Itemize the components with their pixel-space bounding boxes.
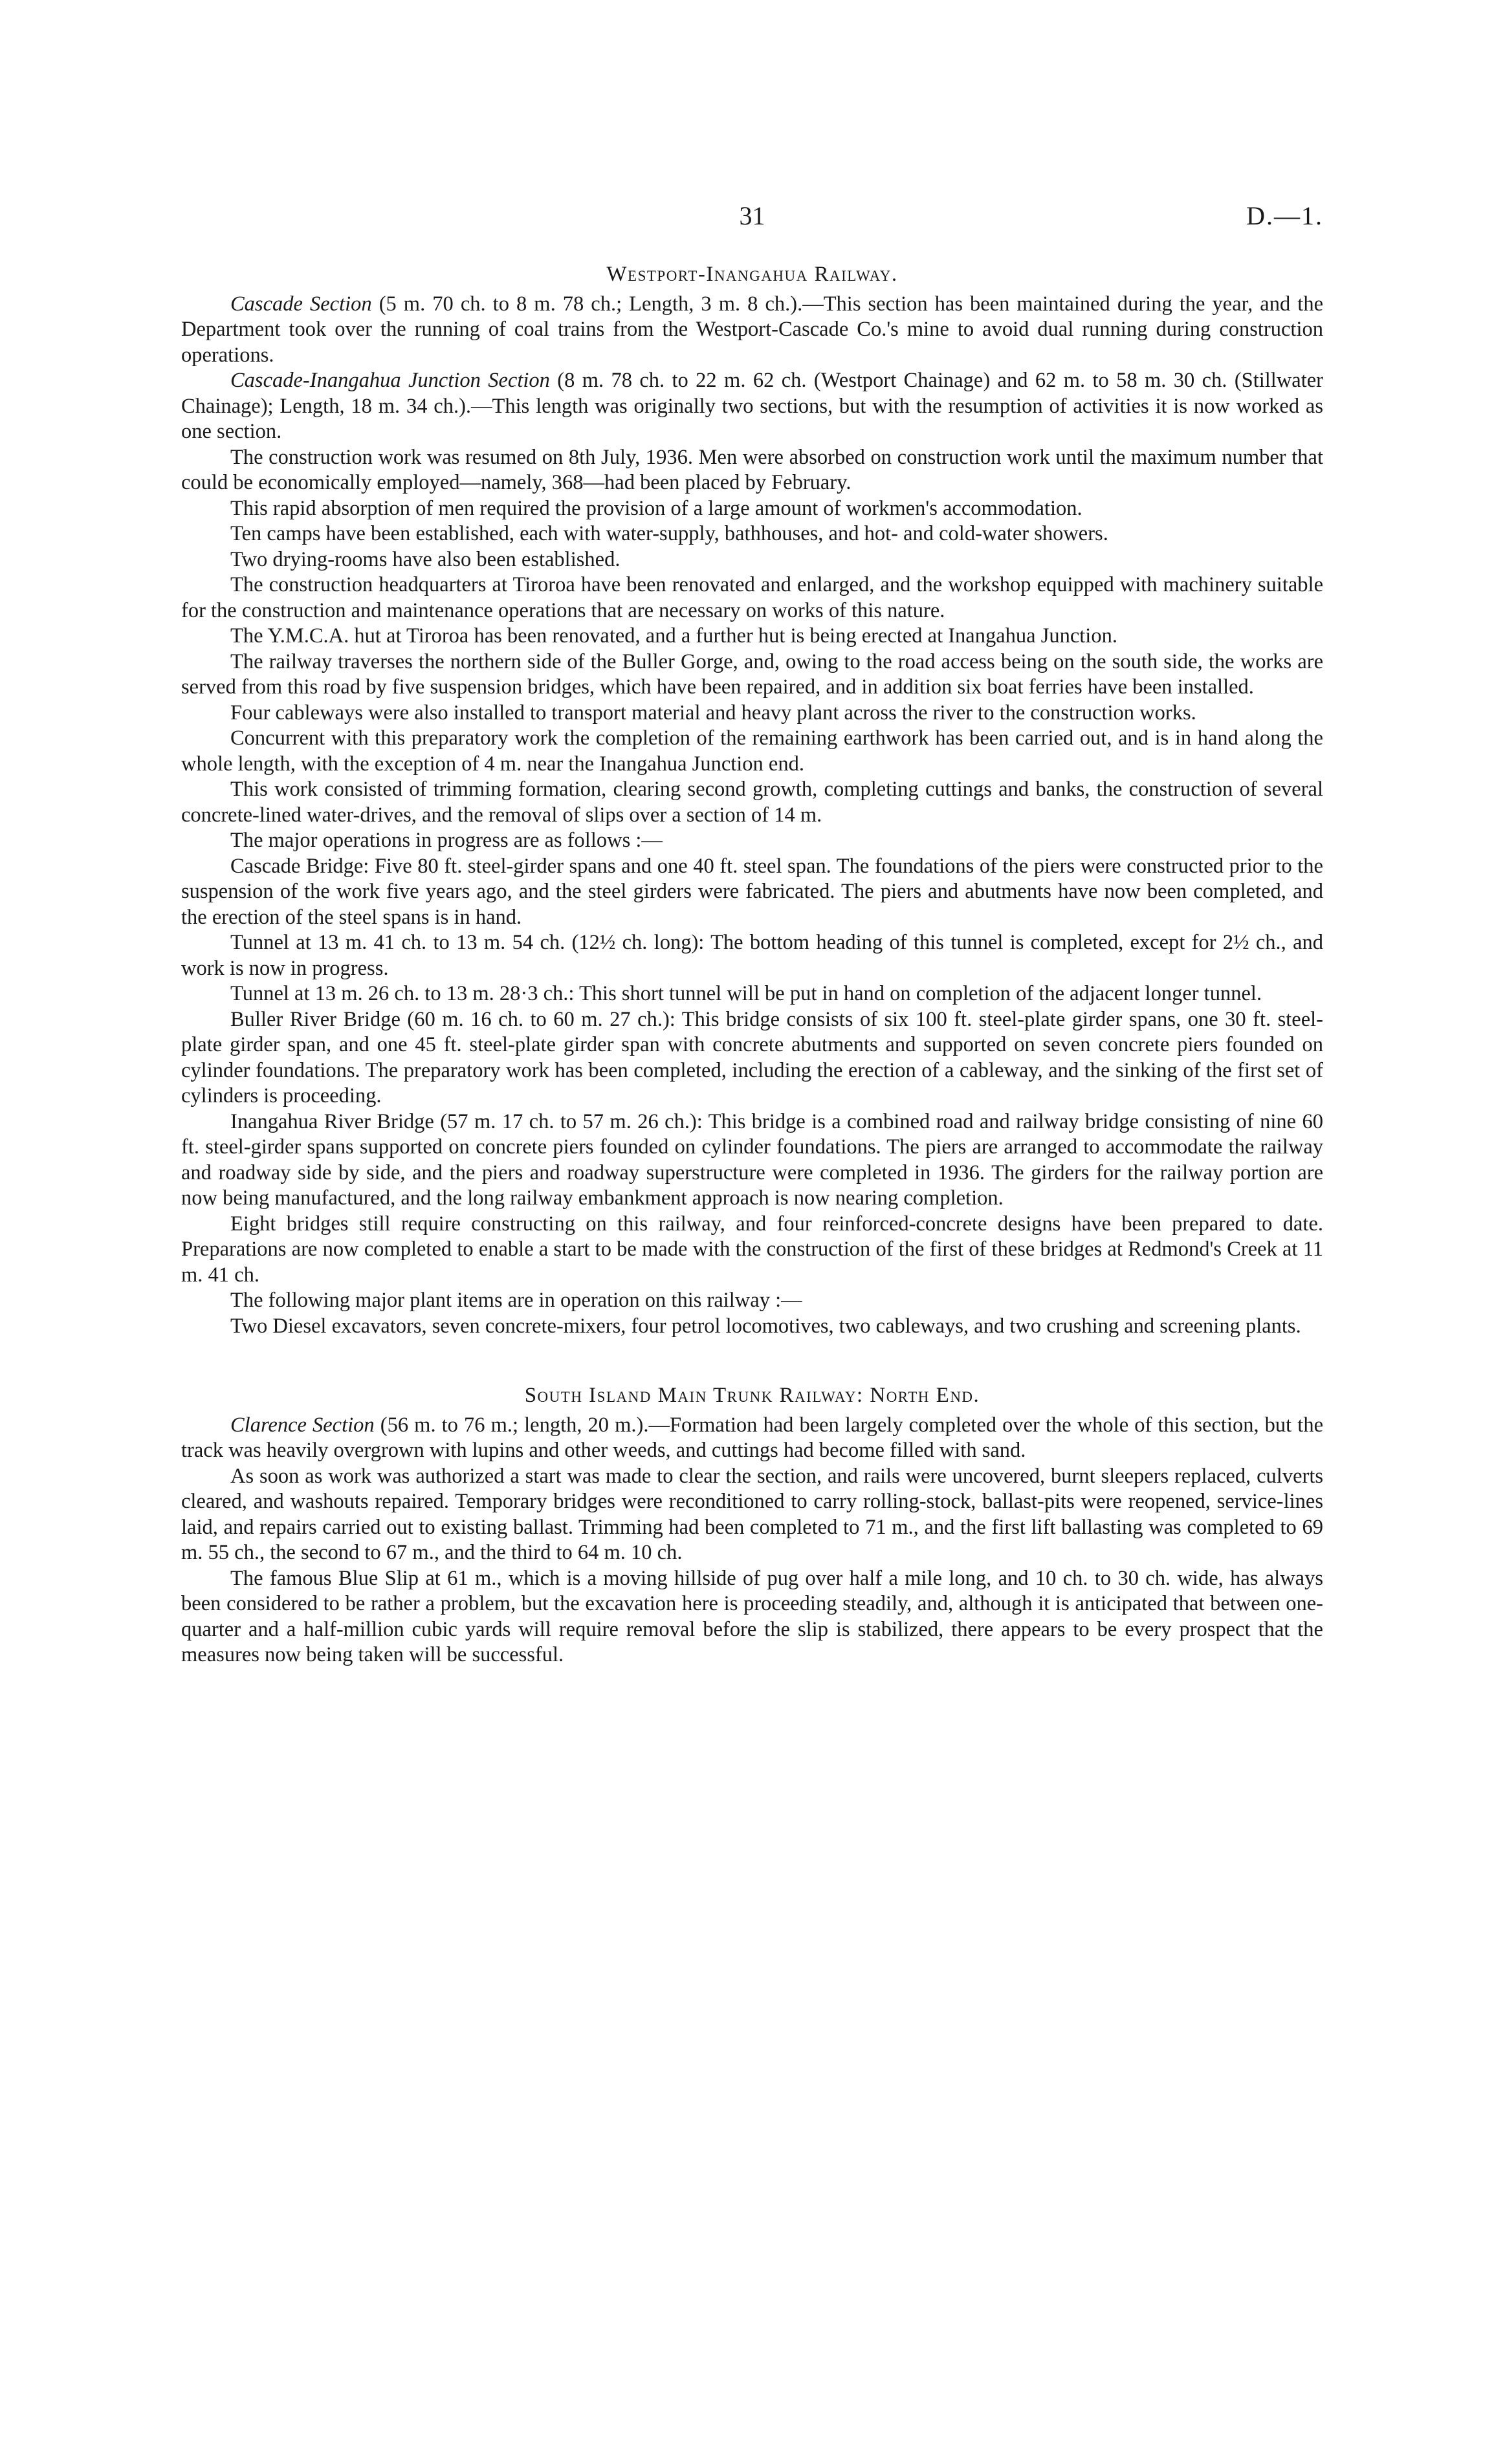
paragraph: [181, 1566, 1323, 1668]
paragraph-text: The construction headquarters at Tiroroa have been renovated and enlarged, and the workshop equipped with machinery suitable for the construction and maintenance operations that are necessary on works of this nature.: [181, 573, 1323, 622]
paragraph-text: The famous Blue Slip at 61 m., which is a moving hillside of pug over half a mile long, and 10 ch. to 30 ch. wide, has always been considered to be rather a problem, but the excavation here is proceeding steadily, and, although it is anticipated that between one-quarter and a half-million cubic yards will require removal before the slip is stabilized, there appears to be every prospect that the measures now being taken will be successful.: [181, 1566, 1323, 1666]
paragraph: [181, 368, 1323, 445]
paragraph-text: As soon as work was authorized a start was made to clear the section, and rails were uncovered, burnt sleepers replaced, culverts cleared, and washouts repaired. Temporary bridges were reconditioned to carry rolling-stock, ballast-pits were reopened, service-lines laid, and repairs carried out to existing ballast. Trimming had been completed to 71 m., and the first lift ballasting was completed to 69 m. 55 ch., the second to 67 m., and the third to 64 m. 10 ch.: [181, 1464, 1323, 1564]
paragraph-text: Inangahua River Bridge (57 m. 17 ch. to 57 m. 26 ch.): This bridge is a combined road and railway bridge consisting of nine 60 ft. steel-girder spans supported on concrete piers founded on cylinder foundations. The piers are arranged to accommodate the railway and roadway side by side, and the piers and roadway superstructure were completed in 1936. The girders for the railway portion are now being manufactured, and the long railway embankment approach is now nearing completion.: [181, 1109, 1323, 1210]
document-body: [181, 262, 1323, 1668]
document-reference: D.—1.: [1246, 201, 1323, 230]
paragraph-text: (8 m. 78 ch. to 22 m. 62 ch. (Westport Chainage) and 62 m. to 58 m. 30 ch. (Stillwater Chainage); Length, 18 m. 34 ch.).—This length was originally two sections, but with the resumption of activities it is now worked as one section.: [181, 369, 1324, 443]
paragraph-text: Concurrent with this preparatory work the completion of the remaining earthwork has been carried out, and is in hand along the whole length, with the exception of 4 m. near the Inangahua Junction end.: [181, 726, 1323, 776]
paragraph-text: The construction work was resumed on 8th July, 1936. Men were absorbed on construction work until the maximum number that could be economically employed—namely, 368—had been placed by February.: [181, 445, 1323, 494]
paragraph-text: This work consisted of trimming formation, clearing second growth, completing cuttings and banks, the construction of several concrete-lined water-drives, and the removal of slips over a section of 14 m.: [181, 778, 1323, 827]
paragraph: [181, 1109, 1323, 1212]
paragraph: [181, 777, 1323, 828]
paragraph: [181, 930, 1323, 981]
paragraph: [181, 496, 1323, 522]
paragraph: [181, 701, 1323, 726]
paragraph-text: The Y.M.C.A. hut at Tiroroa has been renovated, and a further hut is being erected at Inangahua Junction.: [230, 624, 1117, 648]
paragraph-lead: Clarence Section: [230, 1413, 375, 1437]
section-heading-westport-inangahua: Westport-Inangahua Railway.: [606, 263, 898, 286]
paragraph-text: The following major plant items are in operation on this railway :—: [230, 1289, 802, 1312]
paragraph-text: Four cableways were also installed to transport material and heavy plant across the river to the construction works.: [230, 701, 1196, 725]
page-header: [181, 194, 1323, 246]
paragraph: [181, 1413, 1323, 1464]
paragraph: [181, 547, 1323, 573]
page-number: 31: [739, 201, 765, 230]
paragraph: [181, 624, 1323, 649]
paragraph: [181, 726, 1323, 777]
section-body-westport-inangahua: [181, 292, 1323, 1340]
paragraph: [181, 1288, 1323, 1314]
paragraph: [181, 1314, 1323, 1340]
paragraph-text: This rapid absorption of men required the provision of a large amount of workmen's accommodation.: [230, 496, 1082, 520]
paragraph: [181, 292, 1323, 369]
paragraph-text: (5 m. 70 ch. to 8 m. 78 ch.; Length, 3 m. 8 ch.).—This section has been maintained during the year, and the Department took over the running of coal trains from the Westport-Cascade Co.'s mine to avoid dual running during construction operations.: [181, 292, 1323, 367]
paragraph: [181, 1464, 1323, 1566]
paragraph-text: Buller River Bridge (60 m. 16 ch. to 60 m. 27 ch.): This bridge consists of six 100 ft. steel-plate girder spans, one 30 ft. steel-plate girder span, and one 45 ft. steel-plate girder span with concrete abutments and supported on seven concrete piers founded on cylinder foundations. The preparatory work has been completed, including the erection of a cableway, and the sinking of the first set of cylinders is proceeding.: [181, 1007, 1323, 1107]
paragraph: [181, 854, 1323, 931]
paragraph-text: Eight bridges still require constructing on this railway, and four reinforced-concrete designs have been prepared to date. Preparations are now completed to enable a start to be made with the construction of the first of these bridges at Redmond's Creek at 11 m. 41 ch.: [181, 1212, 1323, 1287]
paragraph: [181, 649, 1323, 701]
paragraph-text: The railway traverses the northern side of the Buller Gorge, and, owing to the road access being on the south side, the works are served from this road by five suspension bridges, which have been repaired, and in addition six boat ferries have been installed.: [181, 649, 1323, 699]
paragraph: [181, 521, 1323, 547]
paragraph: [181, 572, 1323, 624]
section-body-south-island-main-trunk: [181, 1413, 1323, 1668]
paragraph-text: Tunnel at 13 m. 26 ch. to 13 m. 28·3 ch.: This short tunnel will be put in hand on completion of the adjacent longer tunnel.: [230, 982, 1262, 1005]
paragraph-lead: Cascade Section: [230, 292, 372, 316]
paragraph: [181, 1212, 1323, 1289]
section-heading-south-island-main-trunk: South Island Main Trunk Railway: North End.: [524, 1384, 980, 1407]
paragraph-text: Tunnel at 13 m. 41 ch. to 13 m. 54 ch. (12½ ch. long): The bottom heading of this tunnel is completed, except for 2½ ch., and work is now in progress.: [181, 931, 1323, 980]
paragraph-text: (56 m. to 76 m.; length, 20 m.).—Formation had been largely completed over the whole of this section, but the track was heavily overgrown with lupins and other weeds, and cuttings had become filled with sand.: [181, 1413, 1323, 1462]
paragraph-text: Ten camps have been established, each with water-supply, bathhouses, and hot- and cold-water showers.: [230, 522, 1108, 545]
paragraph-lead: Cascade-Inangahua Junction Section: [230, 369, 550, 392]
paragraph-text: The major operations in progress are as follows :—: [230, 829, 663, 852]
paragraph: [181, 981, 1323, 1007]
paragraph-text: Two Diesel excavators, seven concrete-mixers, four petrol locomotives, two cableways, and two crushing and screening plants.: [230, 1314, 1301, 1338]
paragraph: [181, 1007, 1323, 1109]
paragraph: [181, 445, 1323, 496]
paragraph-text: Cascade Bridge: Five 80 ft. steel-girder spans and one 40 ft. steel span. The foundations of the piers were constructed prior to the suspension of the work five years ago, and the steel girders were fabricated. The piers and abutments have now been completed, and the erection of the steel spans is in hand.: [181, 854, 1323, 929]
paragraph-text: Two drying-rooms have also been established.: [230, 547, 621, 571]
paragraph: [181, 828, 1323, 854]
